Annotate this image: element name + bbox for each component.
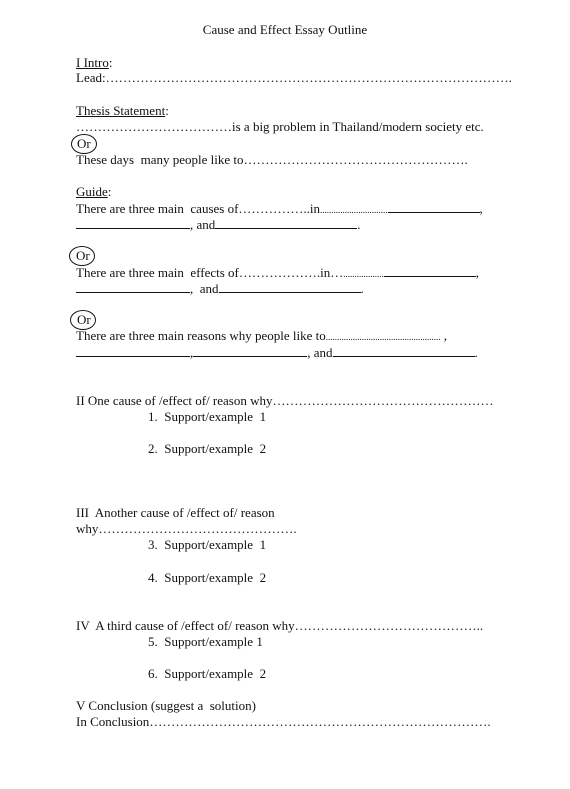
- section-3-item-2: 4. Support/example 2: [148, 570, 267, 585]
- guide-effects-line-2: , and .: [76, 280, 364, 297]
- section-4-item-1: 5. Support/example 1: [148, 634, 263, 649]
- blank-line: [76, 216, 190, 229]
- section-4-heading: IV A third cause of /effect of/ reason why……………………………………..: [76, 618, 484, 633]
- blank-line: [76, 280, 190, 293]
- blank-line: [333, 344, 475, 357]
- or-label-3: Or: [77, 312, 91, 327]
- thesis-text-1: is a big problem in Thailand/modern society etc.: [232, 119, 484, 134]
- thesis-line-1: [76, 119, 484, 135]
- document-title: Cause and Effect Essay Outline: [202, 22, 368, 37]
- thesis-text-2: These days many people like to: [76, 152, 244, 167]
- blank-line: [76, 344, 190, 357]
- guide-heading-line: Guide:: [76, 184, 112, 199]
- section-3-heading-2: why……………………………………….: [76, 521, 297, 536]
- section-2-heading: II One cause of /effect of/ reason why……………………………………………: [76, 393, 494, 408]
- guide-causes-line: There are three main causes of……………..in.............................. ,: [76, 201, 483, 216]
- lead-label: Lead:: [76, 70, 106, 85]
- section-3-item-1: 3. Support/example 1: [148, 537, 267, 552]
- lead-dots: ………………………………………………………………………………….: [105, 70, 512, 85]
- section-3-heading: III Another cause of /effect of/ reason: [76, 505, 275, 520]
- conclusion-line: In Conclusion…………………………………………………………………….: [76, 714, 491, 729]
- blank-line: [384, 264, 476, 277]
- intro-heading-line: I Intro:: [76, 55, 113, 70]
- thesis-line-2: [76, 152, 468, 168]
- lead-line: [76, 70, 512, 86]
- thesis-dots: ………………………………: [76, 119, 232, 134]
- conclusion-heading: V Conclusion (suggest a solution): [76, 698, 256, 713]
- guide-causes-line-2: , and .: [76, 216, 361, 233]
- section-4-item-2: 6. Support/example 2: [148, 666, 267, 681]
- section-2-item-1: 1. Support/example 1: [148, 409, 267, 424]
- thesis-heading-line: Thesis Statement:: [76, 103, 169, 118]
- or-label-1: Or: [77, 136, 91, 151]
- blank-line: [219, 280, 361, 293]
- blank-line: [193, 344, 307, 357]
- or-label-2: Or: [76, 248, 90, 263]
- thesis-dots-2: …………………………………………….: [243, 152, 468, 167]
- thesis-heading: Thesis Statement: [76, 103, 166, 118]
- section-2-item-2: 2. Support/example 2: [148, 441, 267, 456]
- guide-effects-line: There are three main effects of……………….in….................. ,: [76, 265, 480, 280]
- guide-heading: Guide: [76, 184, 108, 199]
- guide-reasons-line: There are three main reasons why people like to................................................... ,: [76, 328, 448, 343]
- guide-reasons-line-2: , , and .: [76, 344, 478, 361]
- blank-line: [215, 216, 357, 229]
- intro-heading: I Intro: [76, 55, 109, 70]
- blank-line: [388, 200, 480, 213]
